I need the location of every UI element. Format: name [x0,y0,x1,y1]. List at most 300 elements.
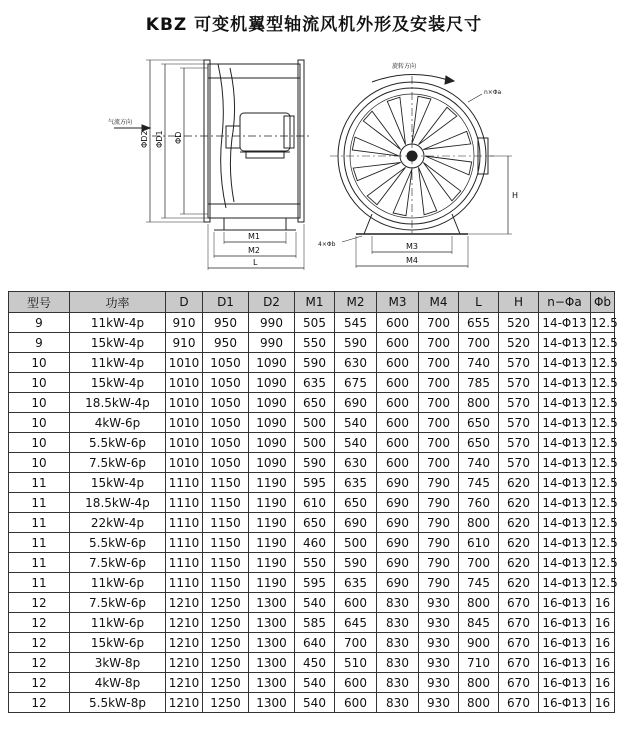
impeller-blade [393,169,412,216]
table-cell: 1300 [249,653,295,673]
table-cell: 1050 [203,453,249,473]
table-cell: 700 [419,433,459,453]
table-cell: 1010 [166,433,203,453]
table-cell: 500 [335,533,377,553]
column-header: M1 [295,292,335,313]
table-cell: 14-Φ13 [539,333,591,353]
table-cell: 1190 [249,573,295,593]
table-cell: 600 [377,353,419,373]
table-row [9,653,615,673]
table-cell: 12.5 [591,333,615,353]
table-cell: 650 [459,433,499,453]
table-cell: 10 [9,393,70,413]
table-cell: 950 [203,333,249,353]
column-header: M4 [419,292,459,313]
table-cell: 18.5kW-4p [70,393,166,413]
table-cell: 910 [166,313,203,333]
table-cell: 570 [499,393,539,413]
table-cell: 16-Φ13 [539,593,591,613]
table-cell: 1090 [249,453,295,473]
table-cell: 10 [9,353,70,373]
table-cell: 650 [295,513,335,533]
table-cell: 545 [335,313,377,333]
table-cell: 1190 [249,473,295,493]
table-cell: 990 [249,333,295,353]
table-cell: 14-Φ13 [539,433,591,453]
table-cell: 635 [335,573,377,593]
table-cell: 610 [295,493,335,513]
table-cell: 800 [459,513,499,533]
table-cell: 15kW-4p [70,373,166,393]
table-cell: 675 [335,373,377,393]
impeller-blade [352,137,399,156]
table-cell: 5.5kW-6p [70,433,166,453]
table-cell: 690 [377,553,419,573]
table-row [9,353,615,373]
table-cell: 930 [419,593,459,613]
table-cell: 745 [459,473,499,493]
column-header: M3 [377,292,419,313]
table-cell: 12.5 [591,573,615,593]
table-cell: 1050 [203,393,249,413]
column-header: D1 [203,292,249,313]
table-row [9,413,615,433]
table-cell: 11kW-6p [70,613,166,633]
table-cell: 930 [419,613,459,633]
table-cell: 12 [9,673,70,693]
table-cell: 11 [9,573,70,593]
impeller-blade [412,96,431,143]
column-header: D2 [249,292,295,313]
table-cell: 16 [591,593,615,613]
table-cell: 1210 [166,633,203,653]
table-cell: 10 [9,433,70,453]
table-cell: 500 [295,413,335,433]
table-cell: 11 [9,473,70,493]
table-row [9,633,615,653]
table-cell: 14-Φ13 [539,533,591,553]
table-cell: 650 [295,393,335,413]
side-view [114,60,310,270]
table-cell: 600 [377,373,419,393]
table-cell: 1300 [249,673,295,693]
table-cell: 12 [9,613,70,633]
table-cell: 11 [9,513,70,533]
table-cell: 550 [295,333,335,353]
column-header: L [459,292,499,313]
table-cell: 11 [9,553,70,573]
table-cell: 11 [9,493,70,513]
table-cell: 1050 [203,353,249,373]
table-cell: 12.5 [591,373,615,393]
table-cell: 900 [459,633,499,653]
table-row [9,373,615,393]
table-cell: 640 [295,633,335,653]
table-cell: 1210 [166,593,203,613]
table-cell: 690 [335,393,377,413]
dim-d1-label: ΦD1 [155,130,164,148]
dim-m1-label: M1 [248,232,260,241]
column-header: D [166,292,203,313]
table-cell: 16 [591,673,615,693]
table-cell: 1250 [203,593,249,613]
table-cell: 10 [9,413,70,433]
table-cell: 1090 [249,373,295,393]
dim-d2-label: ΦD2 [140,130,149,148]
table-cell: 1250 [203,673,249,693]
table-cell: 710 [459,653,499,673]
table-cell: 690 [377,573,419,593]
table-cell: 570 [499,353,539,373]
table-cell: 700 [419,353,459,373]
table-cell: 590 [335,333,377,353]
table-cell: 500 [295,433,335,453]
table-cell: 12.5 [591,353,615,373]
impeller-blade [419,167,437,215]
table-cell: 12 [9,653,70,673]
table-cell: 12.5 [591,533,615,553]
table-cell: 930 [419,673,459,693]
table-cell: 830 [377,633,419,653]
table-cell: 12.5 [591,553,615,573]
table-cell: 540 [295,673,335,693]
table-cell: 14-Φ13 [539,473,591,493]
table-cell: 790 [419,513,459,533]
table-cell: 600 [377,453,419,473]
rotation-arrow-icon [372,74,448,82]
table-cell: 1300 [249,593,295,613]
table-cell: 540 [335,413,377,433]
table-cell: 1090 [249,393,295,413]
table-cell: 595 [295,473,335,493]
table-cell: 16-Φ13 [539,653,591,673]
table-cell: 14-Φ13 [539,353,591,373]
table-cell: 790 [419,493,459,513]
dim-h-label: H [512,191,519,200]
table-cell: 12.5 [591,393,615,413]
hole-count-label: n×Φa [484,89,502,96]
table-cell: 16-Φ13 [539,613,591,633]
table-cell: 620 [499,513,539,533]
table-cell: 15kW-4p [70,333,166,353]
table-cell: 1210 [166,653,203,673]
table-cell: 1190 [249,513,295,533]
table-cell: 990 [249,313,295,333]
base-hole-label: 4×Φb [318,241,336,248]
table-cell: 520 [499,333,539,353]
table-cell: 9 [9,313,70,333]
dim-d-label: ΦD [174,131,183,144]
table-cell: 590 [335,553,377,573]
table-cell: 700 [335,633,377,653]
table-cell: 650 [459,413,499,433]
table-cell: 600 [335,673,377,693]
table-cell: 670 [499,673,539,693]
table-cell: 690 [335,513,377,533]
table-cell: 540 [335,433,377,453]
table-cell: 1250 [203,693,249,713]
table-cell: 12.5 [591,313,615,333]
table-cell: 14-Φ13 [539,413,591,433]
table-cell: 1150 [203,533,249,553]
table-row [9,693,615,713]
table-cell: 1150 [203,473,249,493]
table-header-row [9,292,615,313]
table-cell: 635 [335,473,377,493]
table-cell: 14-Φ13 [539,373,591,393]
table-cell: 12.5 [591,513,615,533]
impeller-blade [419,107,457,144]
table-row [9,613,615,633]
table-cell: 670 [499,633,539,653]
rotation-label: 旋转方向 [392,63,417,70]
table-cell: 11 [9,533,70,553]
table-cell: 690 [377,513,419,533]
table-cell: 15kW-6p [70,633,166,653]
impeller-blade [425,156,472,175]
table-cell: 590 [295,353,335,373]
table-row [9,673,615,693]
table-cell: 785 [459,373,499,393]
table-row [9,473,615,493]
impeller-blade [367,167,405,204]
table-cell: 1210 [166,693,203,713]
table-cell: 12.5 [591,433,615,453]
table-cell: 690 [377,533,419,553]
table-cell: 790 [419,533,459,553]
table-cell: 16-Φ13 [539,673,591,693]
table-cell: 620 [499,473,539,493]
column-header: Φb [591,292,615,313]
table-cell: 910 [166,333,203,353]
table-row [9,313,615,333]
table-cell: 7.5kW-6p [70,553,166,573]
table-cell: 700 [419,413,459,433]
table-cell: 845 [459,613,499,633]
dim-l-label: L [253,258,258,267]
column-header: n−Φa [539,292,591,313]
table-cell: 740 [459,453,499,473]
table-cell: 1050 [203,433,249,453]
table-cell: 5.5kW-8p [70,693,166,713]
table-cell: 950 [203,313,249,333]
table-cell: 1150 [203,493,249,513]
impeller-blade [423,131,471,149]
table-cell: 505 [295,313,335,333]
fan-outline-drawing [0,38,628,280]
table-cell: 595 [295,573,335,593]
table-cell: 570 [499,373,539,393]
table-cell: 16-Φ13 [539,693,591,713]
table-cell: 10 [9,453,70,473]
table-cell: 690 [377,473,419,493]
table-cell: 12 [9,633,70,653]
table-cell: 1090 [249,413,295,433]
table-cell: 655 [459,313,499,333]
dimension-table [8,291,618,713]
table-cell: 570 [499,453,539,473]
table-cell: 585 [295,613,335,633]
table-cell: 1210 [166,613,203,633]
table-cell: 14-Φ13 [539,393,591,413]
table-row [9,493,615,513]
table-cell: 930 [419,633,459,653]
impeller-blade [423,163,460,201]
table-cell: 700 [459,553,499,573]
table-cell: 790 [419,473,459,493]
column-header: 功率 [70,292,166,313]
table-cell: 760 [459,493,499,513]
table-row [9,453,615,473]
table-cell: 570 [499,413,539,433]
table-cell: 4kW-6p [70,413,166,433]
table-cell: 12.5 [591,493,615,513]
table-cell: 590 [295,453,335,473]
table-cell: 740 [459,353,499,373]
table-cell: 1250 [203,633,249,653]
column-header: H [499,292,539,313]
table-cell: 630 [335,453,377,473]
table-row [9,553,615,573]
table-cell: 830 [377,613,419,633]
table-cell: 9 [9,333,70,353]
column-header: 型号 [9,292,70,313]
table-cell: 14-Φ13 [539,453,591,473]
table-cell: 800 [459,673,499,693]
table-cell: 700 [419,333,459,353]
table-cell: 1250 [203,653,249,673]
table-cell: 11kW-6p [70,573,166,593]
table-cell: 1150 [203,513,249,533]
table-row [9,513,615,533]
table-cell: 1150 [203,573,249,593]
table-cell: 1190 [249,553,295,573]
table-cell: 790 [419,573,459,593]
table-cell: 11kW-4p [70,313,166,333]
table-cell: 800 [459,593,499,613]
table-cell: 670 [499,693,539,713]
table-cell: 610 [459,533,499,553]
table-cell: 600 [377,413,419,433]
table-cell: 670 [499,613,539,633]
table-row [9,333,615,353]
table-cell: 16 [591,633,615,653]
table-cell: 570 [499,433,539,453]
table-cell: 830 [377,593,419,613]
table-cell: 1110 [166,533,203,553]
table-cell: 450 [295,653,335,673]
table-cell: 1150 [203,553,249,573]
dim-m2-label: M2 [248,246,260,255]
dim-m4-label: M4 [406,256,418,265]
table-cell: 4kW-8p [70,673,166,693]
table-cell: 11kW-4p [70,353,166,373]
table-cell: 830 [377,653,419,673]
table-cell: 700 [419,453,459,473]
table-cell: 800 [459,393,499,413]
table-cell: 460 [295,533,335,553]
table-cell: 645 [335,613,377,633]
table-row [9,593,615,613]
page-title: KBZ 可变机翼型轴流风机外形及安装尺寸 [145,15,483,35]
table-row [9,393,615,413]
table-cell: 3kW-8p [70,653,166,673]
table-cell: 1300 [249,613,295,633]
table-cell: 830 [377,673,419,693]
table-cell: 600 [377,393,419,413]
table-cell: 5.5kW-6p [70,533,166,553]
table-cell: 1300 [249,693,295,713]
table-cell: 930 [419,653,459,673]
table-cell: 930 [419,693,459,713]
column-header: M2 [335,292,377,313]
table-cell: 620 [499,493,539,513]
table-cell: 16 [591,693,615,713]
table-row [9,533,615,553]
front-view [330,74,512,268]
table-cell: 12 [9,593,70,613]
table-cell: 600 [377,333,419,353]
table-cell: 650 [335,493,377,513]
table-cell: 16 [591,653,615,673]
table-row [9,573,615,593]
table-cell: 1190 [249,493,295,513]
table-cell: 14-Φ13 [539,313,591,333]
table-cell: 7.5kW-6p [70,593,166,613]
table-cell: 1010 [166,373,203,393]
table-cell: 600 [335,593,377,613]
dim-m3-label: M3 [406,242,418,251]
table-cell: 14-Φ13 [539,493,591,513]
table-cell: 1010 [166,393,203,413]
table-cell: 1050 [203,413,249,433]
table-cell: 16 [591,613,615,633]
table-cell: 540 [295,693,335,713]
table-cell: 14-Φ13 [539,573,591,593]
table-cell: 1010 [166,453,203,473]
table-cell: 700 [459,333,499,353]
table-cell: 635 [295,373,335,393]
table-cell: 600 [377,313,419,333]
table-cell: 10 [9,373,70,393]
table-cell: 700 [419,373,459,393]
table-cell: 520 [499,313,539,333]
table-cell: 670 [499,593,539,613]
table-cell: 15kW-4p [70,473,166,493]
table-cell: 620 [499,553,539,573]
table-cell: 7.5kW-6p [70,453,166,473]
table-cell: 14-Φ13 [539,513,591,533]
table-cell: 12.5 [591,473,615,493]
table-cell: 22kW-4p [70,513,166,533]
impeller-blade [387,97,405,145]
table-cell: 1110 [166,473,203,493]
table-cell: 830 [377,693,419,713]
table-cell: 18.5kW-4p [70,493,166,513]
table-cell: 12.5 [591,453,615,473]
table-cell: 1110 [166,493,203,513]
table-cell: 690 [377,493,419,513]
table-cell: 16-Φ13 [539,633,591,653]
table-cell: 550 [295,553,335,573]
table-cell: 1010 [166,353,203,373]
table-cell: 620 [499,573,539,593]
table-cell: 1090 [249,353,295,373]
table-cell: 745 [459,573,499,593]
table-cell: 700 [419,313,459,333]
table-cell: 14-Φ13 [539,553,591,573]
table-cell: 12.5 [591,413,615,433]
